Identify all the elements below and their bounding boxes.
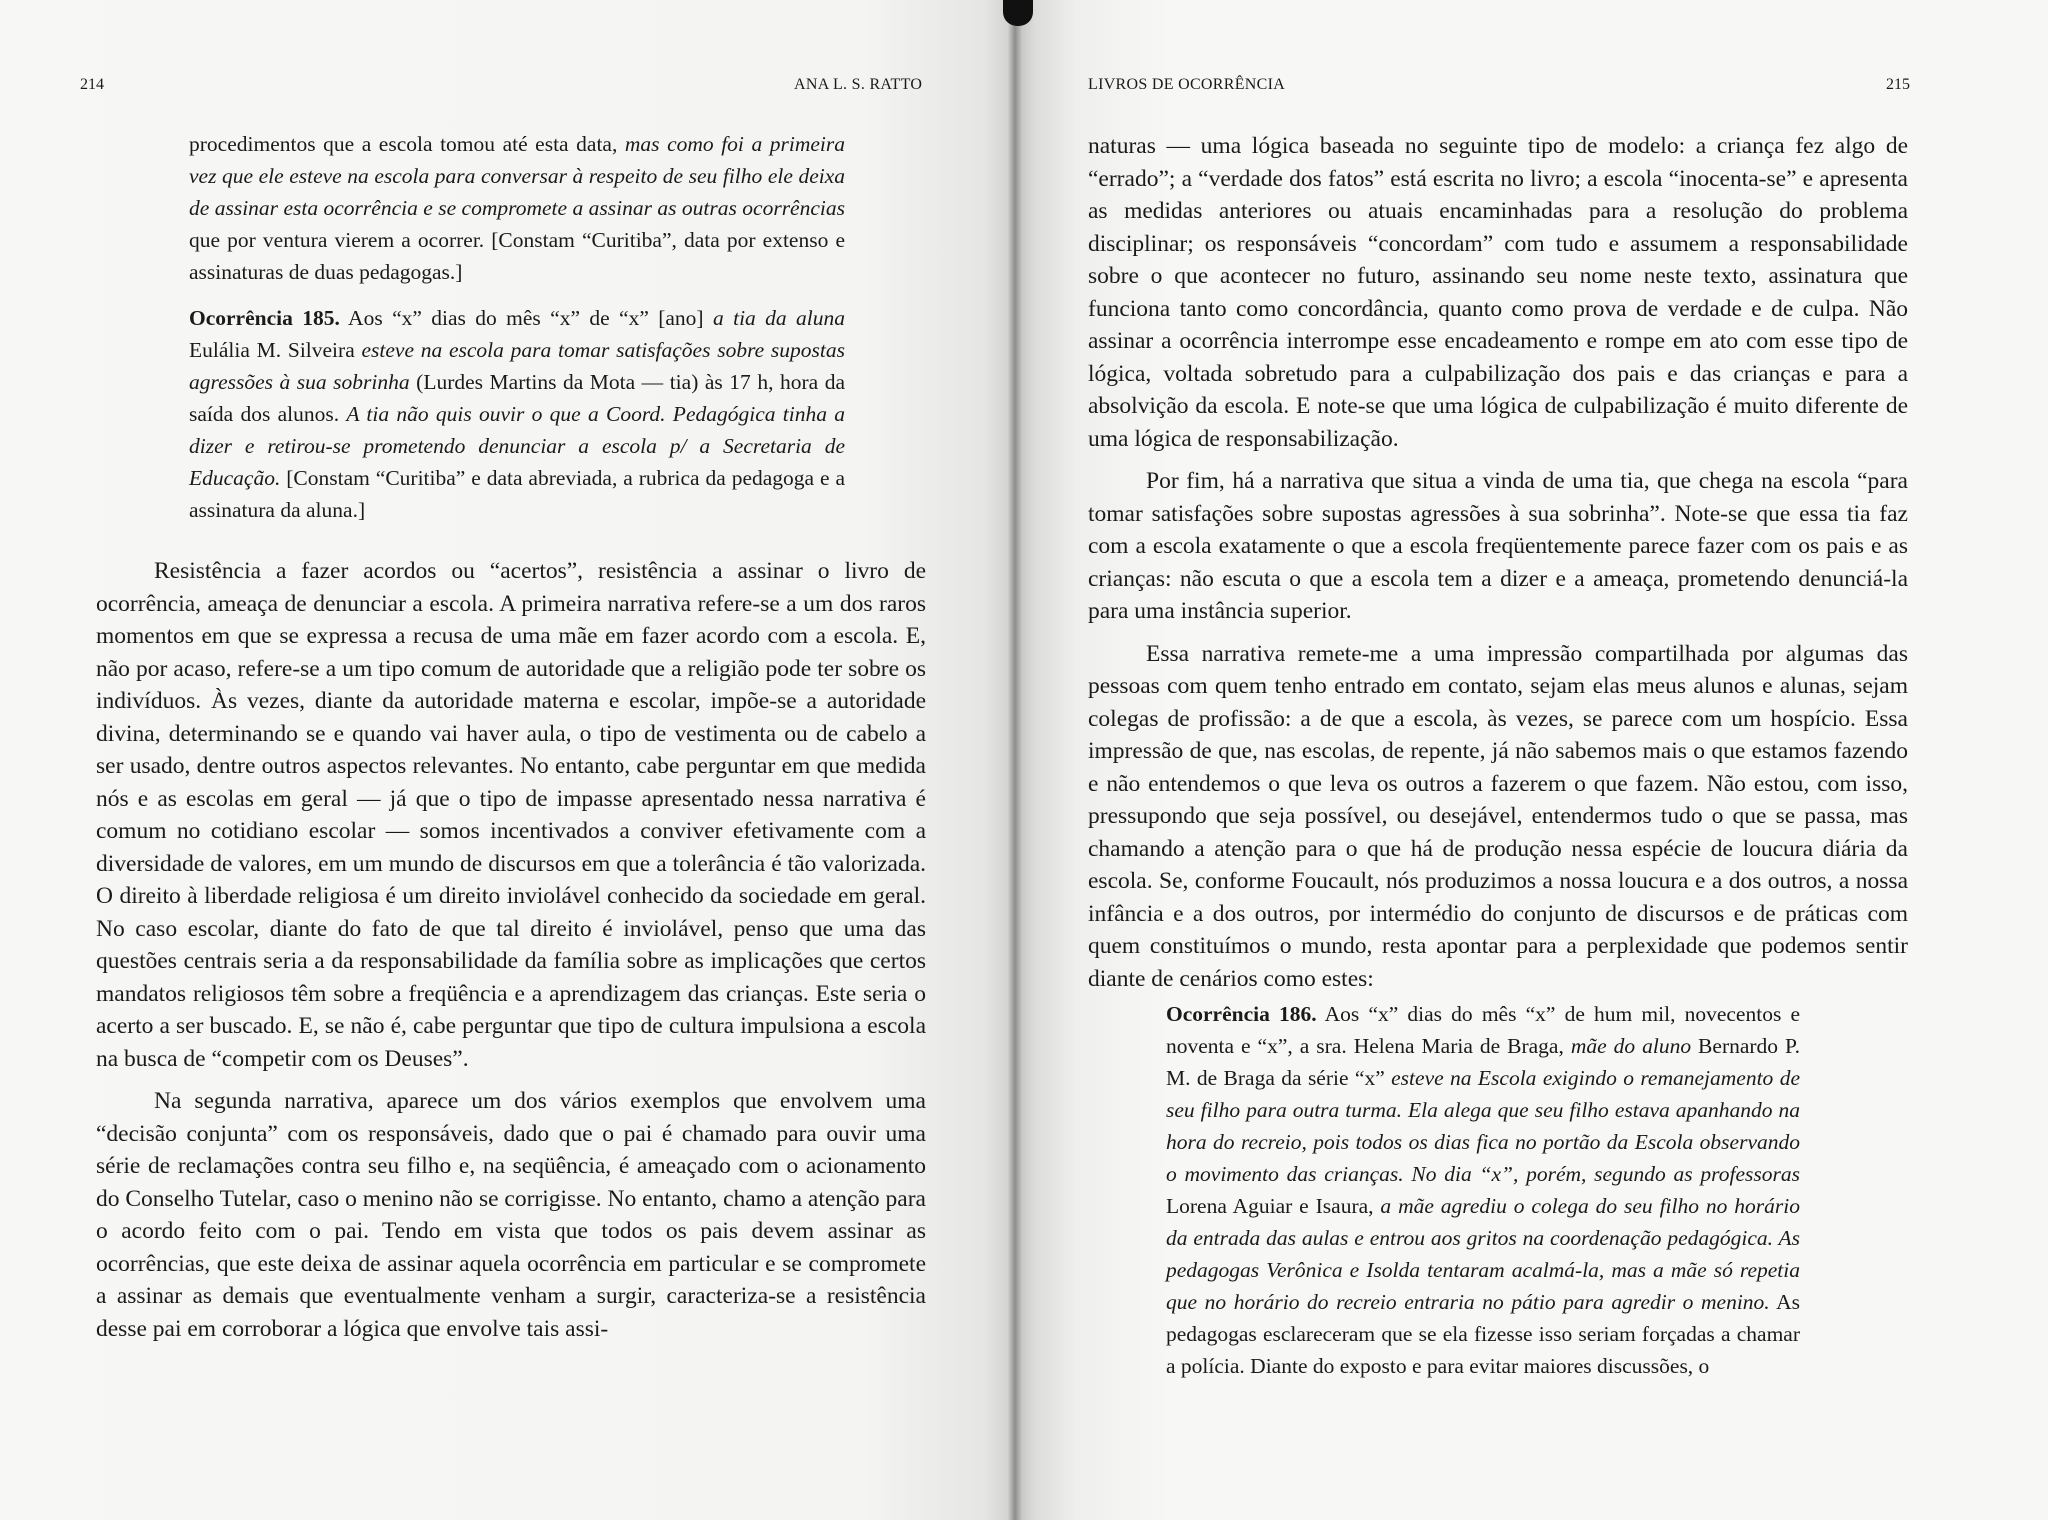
left-quote-block (189, 128, 845, 526)
quote-run: Aos “x” dias do mês “x” de hum mil, novecentos e noventa e “x”, a sra. Helena Maria de Braga, (1166, 1002, 1801, 1058)
page-number-left: 214 (80, 76, 104, 93)
quote-run: [Constam “Curitiba” e data abreviada, a rubrica da pedagoga e a assinatura da aluna.] (189, 466, 845, 522)
quote-run: As pedagogas esclareceram que se ela fizesse isso seriam forçadas a chamar a polícia. Diante do exposto e para evitar maiores discussões, o (1166, 1290, 1800, 1378)
paragraph: naturas — uma lógica baseada no seguinte tipo de modelo: a criança fez algo de “errado”; a “verdade dos fatos” está escrita no livro; a escola “inocenta-se” e apresenta as medidas anteriores ou atuais encaminhadas para a resolução do problema disciplinar; os responsáveis “concordam” com tudo e assumem a responsabilidade sobre o que acontecer no futuro, assinando seu nome neste texto, assinatura que funciona tanto como concordância, quanto como prova de verdade e de culpa. Não assinar a ocorrência interrompe esse encadeamento e rompe em ato com esse tipo de lógica, voltada sobretudo para a culpabilização dos pais e das crianças e para a absolvição da escola. E note-se que uma lógica de culpabilização é muito diferente de uma lógica de responsabilização. (1088, 133, 1908, 452)
quote-run: mas como foi a primeira vez que ele esteve na escola para conversar à respeito de seu filho ele deixa de assinar esta ocorrência e se compromete a assinar as outras ocorrências (189, 132, 845, 220)
binding-clip (1003, 0, 1033, 26)
paragraph: Por fim, há a narrativa que situa a vinda de uma tia, que chega na escola “para tomar satisfações sobre supostas agressões à sua sobrinha”. Note-se que essa tia faz com a escola exatamente o que a escola freqüentemente parece fazer com os pais e as crianças: não escuta o que a escola tem a dizer e a ameaça, prometendo denunciá-la para uma instância superior. (1088, 468, 1908, 624)
quote-paragraph (1166, 998, 1800, 1382)
page-number-right: 215 (1886, 76, 1910, 93)
quote-run: Aos “x” dias do mês “x” de “x” [ano] (339, 306, 713, 330)
occurrence-heading: Ocorrência 186. (1166, 1002, 1317, 1026)
quote-run: Lorena Aguiar e Isaura, (1166, 1194, 1381, 1218)
occurrence-heading: Ocorrência 185. (189, 306, 340, 330)
quote-run: a mãe agrediu o colega do seu filho no horário da entrada das aulas e entrou aos gritos na coordenação pedagógica. As pedagogas Verônica e Isolda tentaram acalmá-la, mas a mãe só repetia que no horário do recreio entraria no pátio para agredir o menino. (1166, 1194, 1800, 1314)
paragraph: Essa narrativa remete-me a uma impressão compartilhada por algumas das pessoas com quem tenho entrado em contato, sejam elas meus alunos e alunas, sejam colegas de profissão: a de que a escola, às vezes, se parece com um hospício. Essa impressão de que, nas escolas, de repente, já não sabemos mais o que estamos fazendo e não entendemos o que leva os outros a fazerem o que fazem. Não estou, com isso, pressupondo que seja possível, ou desejável, entendermos tudo o que se passa, mas chamando a atenção para o que há de produção nessa espécie de loucura diária da escola. Se, conforme Foucault, nós produzimos a nossa loucura e a dos outros, a nossa infância e a dos outros, por intermédio do conjunto de discursos e de práticas com quem constituímos o mundo, resta apontar para a perplexidade que podemos sentir diante de cenários como estes: (1088, 640, 1908, 992)
quote-run: A tia não quis ouvir o que a Coord. Pedagógica tinha a dizer e retirou-se prometendo denunciar a escola p/ a Secretaria de Educação. (189, 402, 845, 490)
quote-run: que por ventura vierem a ocorrer. [Constam “Curitiba”, data por extenso e assinaturas de duas pedagogas.] (189, 228, 845, 284)
paragraph: Resistência a fazer acordos ou “acertos”, resistência a assinar o livro de ocorrência, ameaça de denunciar a escola. A primeira narrativa refere-se a um dos raros momentos em que se expressa a recusa de uma mãe em fazer acordo com a escola. E, não por acaso, refere-se a um tipo comum de autoridade que a religião pode ter sobre os indivíduos. Às vezes, diante da autoridade materna e escolar, impõe-se a autoridade divina, determinando se e quando vai haver aula, o tipo de vestimenta ou de cabelo a ser usado, dentre outros aspectos relevantes. No entanto, cabe perguntar em que medida nós e as escolas em geral — já que o tipo de impasse apresentado nessa narrativa é comum no cotidiano escolar — somos incentivados a conviver efetivamente com a diversidade de valores, em um mundo de discursos em que a tolerância é tão valorizada. O direito à liberdade religiosa é um direito inviolável conhecido da sociedade em geral. No caso escolar, diante do fato de que tal direito é inviolável, penso que uma das questões centrais seria a da responsabilidade da família sobre as implicações que certos mandatos religiosos têm sobre a freqüência e a aprendizagem das crianças. Este seria o acerto a ser buscado. E, se não é, cabe perguntar que tipo de cultura impulsiona a escola na busca de “competir com os Deuses”. (96, 558, 926, 1072)
right-page (1014, 0, 2048, 1520)
quote-paragraph (189, 302, 845, 526)
quote-run: esteve na escola para tomar satisfações sobre supostas agressões à sua sobrinha (189, 338, 845, 394)
quote-paragraph (189, 128, 845, 288)
book-gutter (1008, 0, 1022, 1520)
right-body-text (1088, 130, 1908, 995)
paragraph: Na segunda narrativa, aparece um dos vários exemplos que envolvem uma “decisão conjunta” com os responsáveis, dado que o pai é chamado para ouvir uma série de reclamações contra seu filho e, na seqüência, é ameaçado com o acionamento do Conselho Tutelar, caso o menino não se corrigisse. No entanto, chamo a atenção para o acordo feito com o pai. Tendo em vista que todos os pais devem assinar as ocorrências, que este deixa de assinar aquela ocorrência em particular e se compromete a assinar as demais que eventualmente venham a surgir, caracteriza-se a resistência desse pai em corroborar a lógica que envolve tais assi- (96, 1088, 926, 1342)
quote-run: mãe do aluno (1570, 1034, 1692, 1058)
quote-run: Bernardo P. M. de Braga da série “x” (1166, 1034, 1800, 1090)
running-head-left: ANA L. S. RATTO (794, 76, 923, 93)
left-page (0, 0, 1014, 1520)
quote-run: procedimentos que a escola tomou até esta data, (189, 132, 625, 156)
left-body-text (96, 555, 926, 1345)
running-head-right: LIVROS DE OCORRÊNCIA (1088, 76, 1286, 93)
quote-run: a tia da aluna (712, 306, 846, 330)
quote-run: Eulália M. Silveira (189, 338, 362, 362)
quote-run: (Lurdes Martins da Mota — tia) às 17 h, hora da saída dos alunos. (189, 370, 845, 426)
quote-run: esteve na Escola exigindo o remanejamento de seu filho para outra turma. Ela alega que seu filho estava apanhando na hora do recreio, pois todos os dias fica no portão da Escola observando o movimento das crianças. No dia “x”, porém, segundo as professoras (1166, 1066, 1800, 1186)
right-quote-block (1166, 998, 1800, 1382)
